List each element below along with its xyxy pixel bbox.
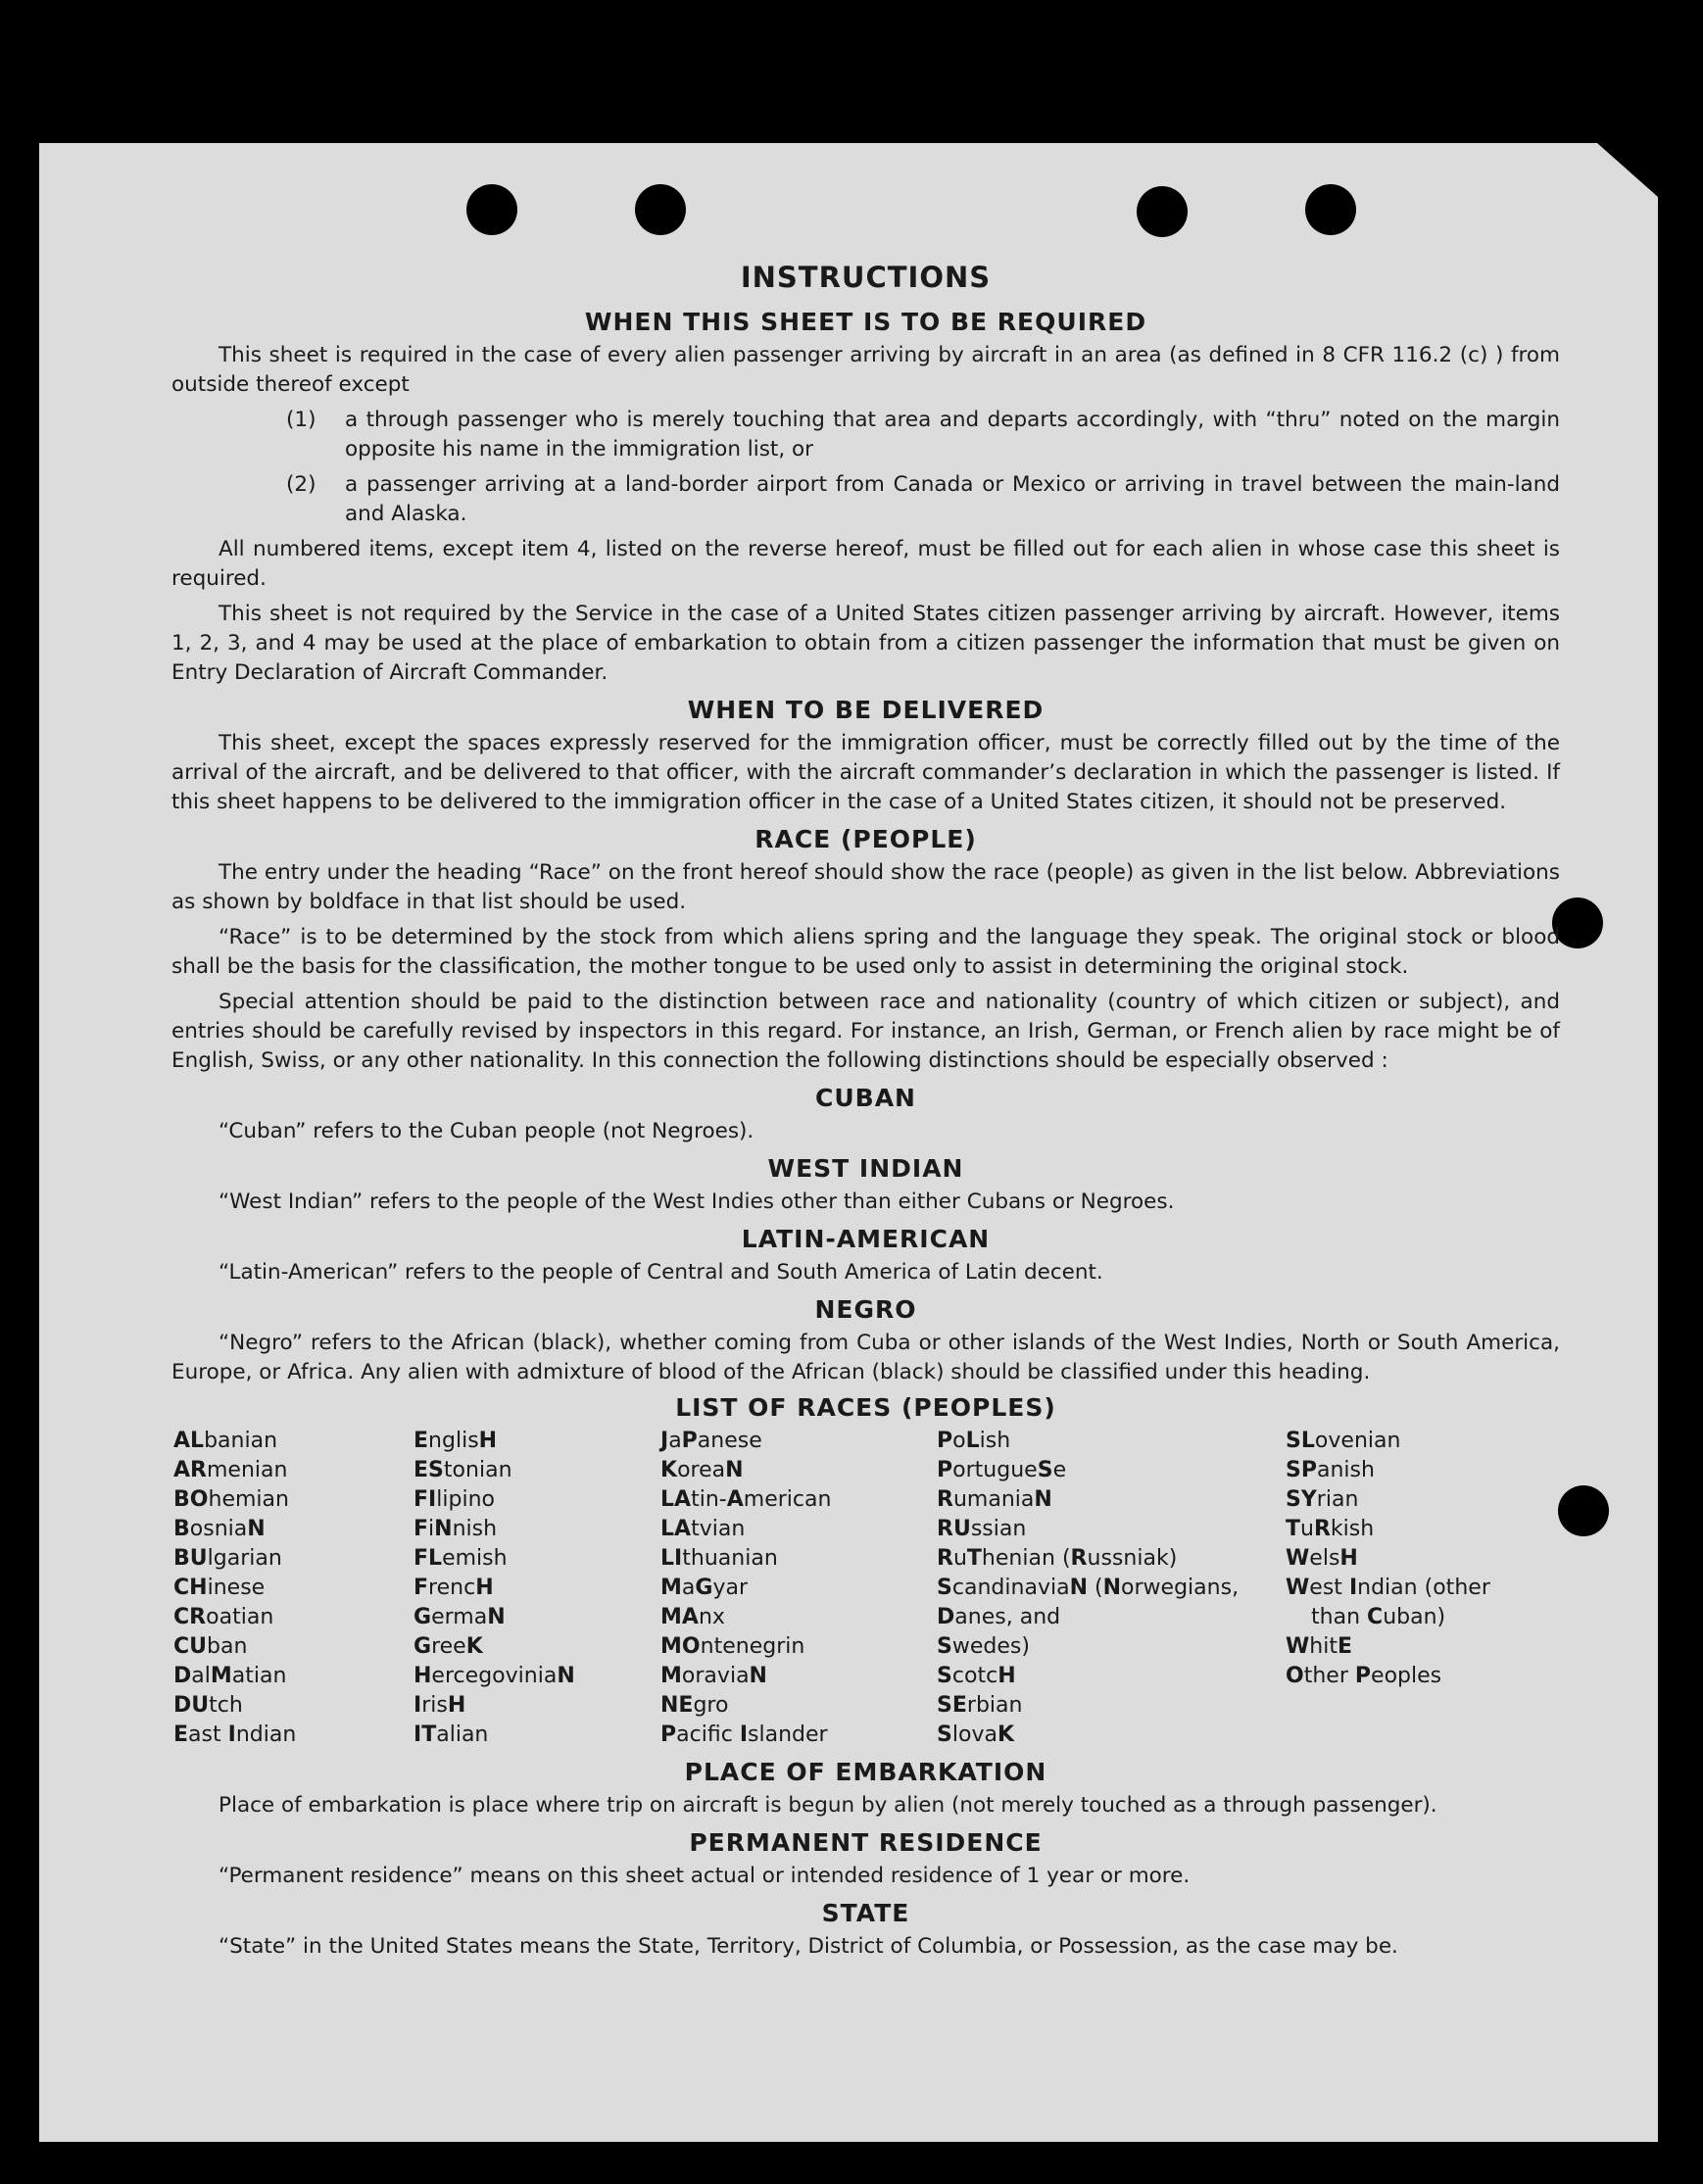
race-entry: LAtin-American [660,1487,832,1512]
document-body [171,263,1560,1967]
race-entry: East Indian [173,1723,297,1747]
race-para: Special attention should be paid to the distinction between race and nationality (country of which citizen or subject), and entries should be carefully revised by inspectors in this regard. For instance, an Irish, German, or French alien by race might be of English, Swiss, or any other nationality. In this connection the following distinctions should be especially observed : [171,990,1560,1073]
race-entry: EStonian [414,1458,512,1482]
races-list [173,1427,1560,1750]
race-entry: WhitE [1286,1634,1353,1659]
races-column [660,1427,937,1750]
race-entry: TuRkish [1286,1517,1375,1541]
race-entry: SLovenian [1286,1429,1401,1453]
required-intro: This sheet is required in the case of every alien passenger arriving by aircraft in an area (as defined in 8 CFR 116.2 (c) ) from outside thereof except [171,343,1560,397]
heading-cuban: CUBAN [815,1084,916,1112]
heading-race: RACE (PEOPLE) [754,825,977,853]
races-column [173,1427,414,1750]
race-entry: JaPanese [660,1429,762,1453]
race-entry: LAtvian [660,1517,746,1541]
race-entry: MoraviaN [660,1664,767,1688]
race-entry: SlovaK [937,1723,1015,1747]
race-entry: GreeK [414,1634,483,1659]
race-entry: BOhemian [173,1487,289,1512]
heading-list-of-races: LIST OF RACES (PEOPLES) [675,1393,1056,1422]
punch-hole [466,184,517,235]
race-entry: CUban [173,1634,248,1659]
heading-latin-american: LATIN-AMERICAN [741,1225,991,1253]
race-entry: FiNnish [414,1517,498,1541]
latin-american-text: “Latin-American” refers to the people of Central and South America of Latin decent. [219,1260,1103,1285]
race-entry: BUlgarian [173,1546,282,1571]
embarkation-text: Place of embarkation is place where trip on aircraft is begun by alien (not merely touched as a through passenger). [219,1793,1437,1818]
race-entry: ScandinaviaN (Norwegians, [937,1576,1240,1600]
punch-hole [1305,184,1356,235]
race-entry: EnglisH [414,1429,498,1453]
required-para: This sheet is not required by the Service in the case of a United States citizen passenger arriving by aircraft. However, items 1, 2, 3, and 4 may be used at the place of embarkation to obtain from a citizen passenger the information that must be given on Entry Declaration of Aircraft Commander. [171,602,1560,685]
race-entry: LIthuanian [660,1546,778,1571]
exception-item [286,470,1560,529]
race-entry: CRoatian [173,1605,274,1629]
heading-embarkation: PLACE OF EMBARKATION [684,1758,1047,1786]
heading-permanent-residence: PERMANENT RESIDENCE [689,1828,1043,1857]
punch-hole [1558,1485,1609,1536]
delivered-text: This sheet, except the spaces expressly reserved for the immigration officer, must be correctly filled out by the time of the arrival of the aircraft, and be delivered to that officer, with the aircraft commander’s declaration in which the passenger is listed. If this sheet happens to be delivered to the immigration officer in the case of a United States citizen, it should not be preserved. [171,731,1560,814]
exception-item [286,406,1560,464]
races-column [414,1427,660,1750]
race-entry: Swedes) [937,1634,1030,1659]
heading-delivered: WHEN TO BE DELIVERED [687,696,1045,724]
race-entry: Danes, and [937,1605,1061,1629]
race-entry: FIlipino [414,1487,495,1512]
race-entry: KoreaN [660,1458,744,1482]
heading-required: WHEN THIS SHEET IS TO BE REQUIRED [584,308,1147,336]
required-para: All numbered items, except item 4, listed on the reverse hereof, must be filled out for each alien in whose case this sheet is required. [171,537,1560,591]
race-entry: FLemish [414,1546,508,1571]
race-entry: PoLish [937,1429,1011,1453]
item-number: (1) [286,408,316,432]
race-entry: MOntenegrin [660,1634,805,1659]
race-entry: ITalian [414,1723,489,1747]
heading-negro: NEGRO [814,1295,917,1324]
race-entry: BosniaN [173,1517,266,1541]
race-entry: NEgro [660,1693,729,1718]
race-entry: SYrian [1286,1487,1359,1512]
race-entry: HercegoviniaN [414,1664,575,1688]
punch-hole [1137,186,1188,237]
race-entry: PortugueSe [937,1458,1067,1482]
item-text: a passenger arriving at a land-border airport from Canada or Mexico or arriving in travel between the main-land and Alaska. [345,472,1560,526]
cuban-text: “Cuban” refers to the Cuban people (not Negroes). [219,1119,754,1143]
race-entry: MAnx [660,1605,725,1629]
heading-state: STATE [821,1899,910,1927]
race-entry: CHinese [173,1576,266,1600]
residence-text: “Permanent residence” means on this sheet actual or intended residence of 1 year or more. [219,1864,1191,1888]
item-text: a through passenger who is merely touching that area and departs accordingly, with “thru” noted on the margin opposite his name in the immigration list, or [345,408,1560,461]
race-entry: ScotcH [937,1664,1016,1688]
page-title: INSTRUCTIONS [740,261,992,294]
race-entry: West Indian (other [1286,1576,1490,1600]
race-entry: FrencH [414,1576,494,1600]
race-entry: IrisH [414,1693,466,1718]
race-entry: ARmenian [173,1458,288,1482]
race-entry: than Cuban) [1311,1605,1446,1629]
race-entry: Other Peoples [1286,1664,1442,1688]
item-number: (2) [286,472,316,497]
race-entry: MaGyar [660,1576,749,1600]
race-para: The entry under the heading “Race” on the front hereof should show the race (people) as given in the list below. Abbreviations as shown by boldface in that list should be used. [171,860,1560,914]
race-entry: Pacifc Islander [660,1723,828,1747]
race-entry: GermaN [414,1605,506,1629]
heading-west-indian: WEST INDIAN [767,1154,964,1183]
race-entry: SPanish [1286,1458,1375,1482]
races-column [1286,1427,1550,1750]
state-text: “State” in the United States means the State, Territory, District of Columbia, or Possession, as the case may be. [219,1934,1398,1959]
race-para: “Race” is to be determined by the stock from which aliens spring and the language they speak. The original stock or blood shall be the basis for the classification, the mother tongue to be used only to assist in determining the original stock. [171,925,1560,979]
punch-hole [635,184,686,235]
west-indian-text: “West Indian” refers to the people of the West Indies other than either Cubans or Negroes. [219,1189,1175,1214]
negro-text: “Negro” refers to the African (black), whether coming from Cuba or other islands of the West Indies, North or South America, Europe, or Africa. Any alien with admixture of blood of the African (black) should be classified under this heading. [171,1331,1560,1384]
race-entry: ALbanian [173,1429,278,1453]
race-entry: DUtch [173,1693,243,1718]
race-entry: RuThenian (Russniak) [937,1546,1178,1571]
race-entry: RUssian [937,1517,1027,1541]
race-entry: RumaniaN [937,1487,1052,1512]
race-entry: DalMatian [173,1664,287,1688]
race-entry: WelsH [1286,1546,1358,1571]
races-column [937,1427,1286,1750]
race-entry: SErbian [937,1693,1023,1718]
